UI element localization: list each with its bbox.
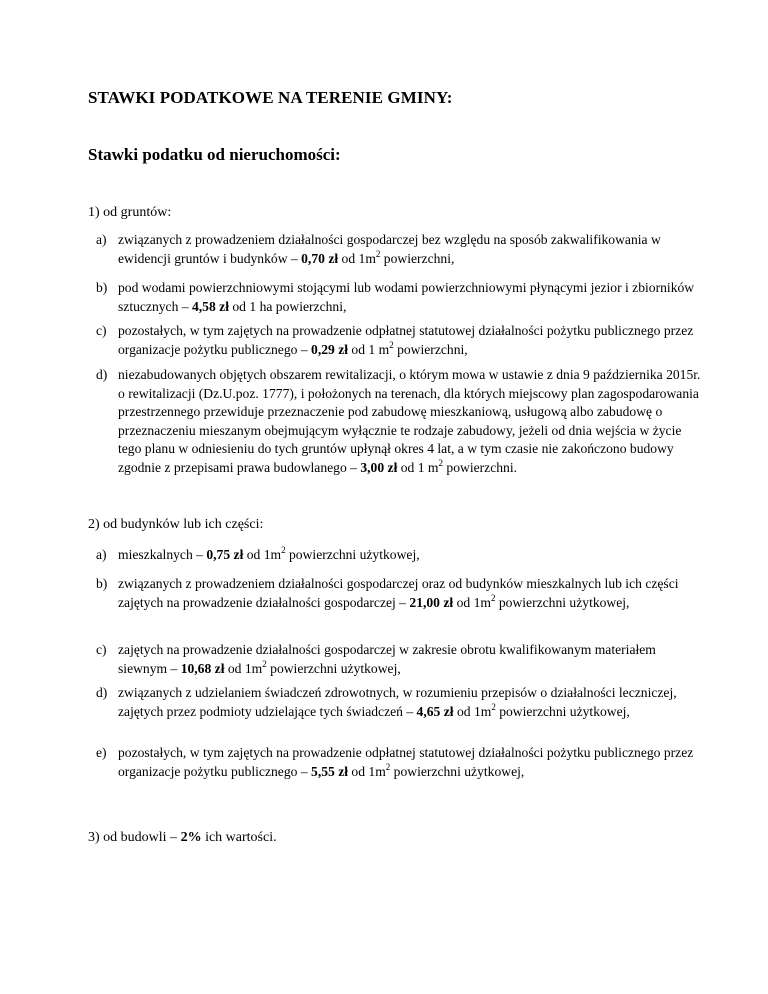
tax-rate: 3,00 zł — [360, 459, 398, 475]
section-heading-grunty: 1) od gruntów: — [88, 205, 172, 220]
item-label: c) — [96, 323, 107, 338]
item-label: d) — [96, 367, 108, 382]
tax-rate: 2% — [180, 830, 202, 845]
document-subtitle: Stawki podatku od nieruchomości: — [88, 145, 341, 164]
list-item-2d: d) związanych z udzielaniem świadczeń zdrowotnych, w rozumieniu przepisów o działalności leczniczej, zajętych przez podmioty udzielające tych świadczeń – 4,65 zł od $1m^2$ powierzchni użytkowej, — [96, 685, 677, 719]
list-item-2c: c) zajętych na prowadzenie działalności gospodarczej w zakresie obrotu kwalifikowanym materiałem siewnym – 10,68 zł od $1m^2$ powierzchni użytkowej, — [96, 642, 656, 676]
item-label: a) — [96, 232, 107, 247]
tax-rate: 4,65 zł — [416, 703, 454, 719]
item-label: e) — [96, 745, 107, 760]
document-title: STAWKI PODATKOWE NA TERENIE GMINY: — [88, 88, 453, 107]
tax-rate: 0,70 zł — [301, 250, 339, 266]
list-item-1c: c) pozostałych, w tym zajętych na prowadzenie odpłatnej statutowej działalności pożytku publicznego przez organizacje pożytku publicznego – 0,29 zł od 1 $m^2$ powierzchni, — [96, 323, 694, 357]
list-item-2a: a) mieszkalnych – 0,75 zł od $1m^2$ powierzchni użytkowej, — [96, 546, 706, 565]
tax-rate: 10,68 zł — [180, 660, 225, 676]
tax-rate: 0,29 zł — [311, 341, 349, 357]
list-item-2b: b) związanych z prowadzeniem działalności gospodarczej oraz od budynków mieszkalnych lub ich części zajętych na prowadzenie działalności gospodarczej – 21,00 zł od $1m^2$ powierzchni użytkowej, — [96, 576, 679, 610]
list-item-1a: a) związanych z prowadzeniem działalności gospodarczej bez względu na sposób zakwalifikowania w ewidencji gruntów i budynków – 0,70 zł od $1m^2$ powierzchni, — [96, 232, 661, 266]
item-label: b) — [96, 280, 108, 295]
item-label: a) — [96, 547, 107, 562]
item-label: b) — [96, 576, 108, 591]
tax-rate: 4,58 zł — [191, 298, 229, 314]
section-heading-budowle: 3) od budowli – 2% ich wartości. — [88, 830, 277, 845]
item-label: d) — [96, 685, 108, 700]
list-item-1b: b) pod wodami powierzchniowymi stojącymi lub wodami powierzchniowymi płynącymi jezior i zbiorników sztucznych – 4,58 zł od 1 ha powierzchni, — [96, 280, 695, 314]
tax-rate: 21,00 zł — [409, 594, 454, 610]
tax-rate: 5,55 zł — [311, 763, 349, 779]
section-heading-budynki: 2) od budynków lub ich części: — [88, 517, 264, 532]
list-item-1d: d) niezabudowanych objętych obszarem rewitalizacji, o którym mowa w ustawie z dnia 9 października 2015r. o rewitalizacji (Dz.U.poz. 1777), i położonych na terenach, dla których miejscowy plan zagospodarowania przestrzennego przewiduje przeznaczenie pod zabudowę mieszkaniową, usługową albo zabudowę o przeznaczeniu mieszanym obejmującym wyłącznie te rodzaje zabudowy, jeżeli od dnia wejścia w życie tego planu w odniesieniu do tych gruntów upłynął okres 4 lat, a w tym czasie nie zakończono budowy zgodnie z przepisami prawa budowlanego – 3,00 zł od 1 $m^2$ powierzchni. — [96, 367, 701, 475]
list-item-2e: e) pozostałych, w tym zajętych na prowadzenie odpłatnej statutowej działalności pożytku publicznego przez organizacje pożytku publicznego – 5,55 zł od $1m^2$ powierzchni użytkowej, — [96, 745, 694, 779]
tax-rate: 0,75 zł — [206, 547, 244, 562]
item-label: c) — [96, 642, 107, 657]
